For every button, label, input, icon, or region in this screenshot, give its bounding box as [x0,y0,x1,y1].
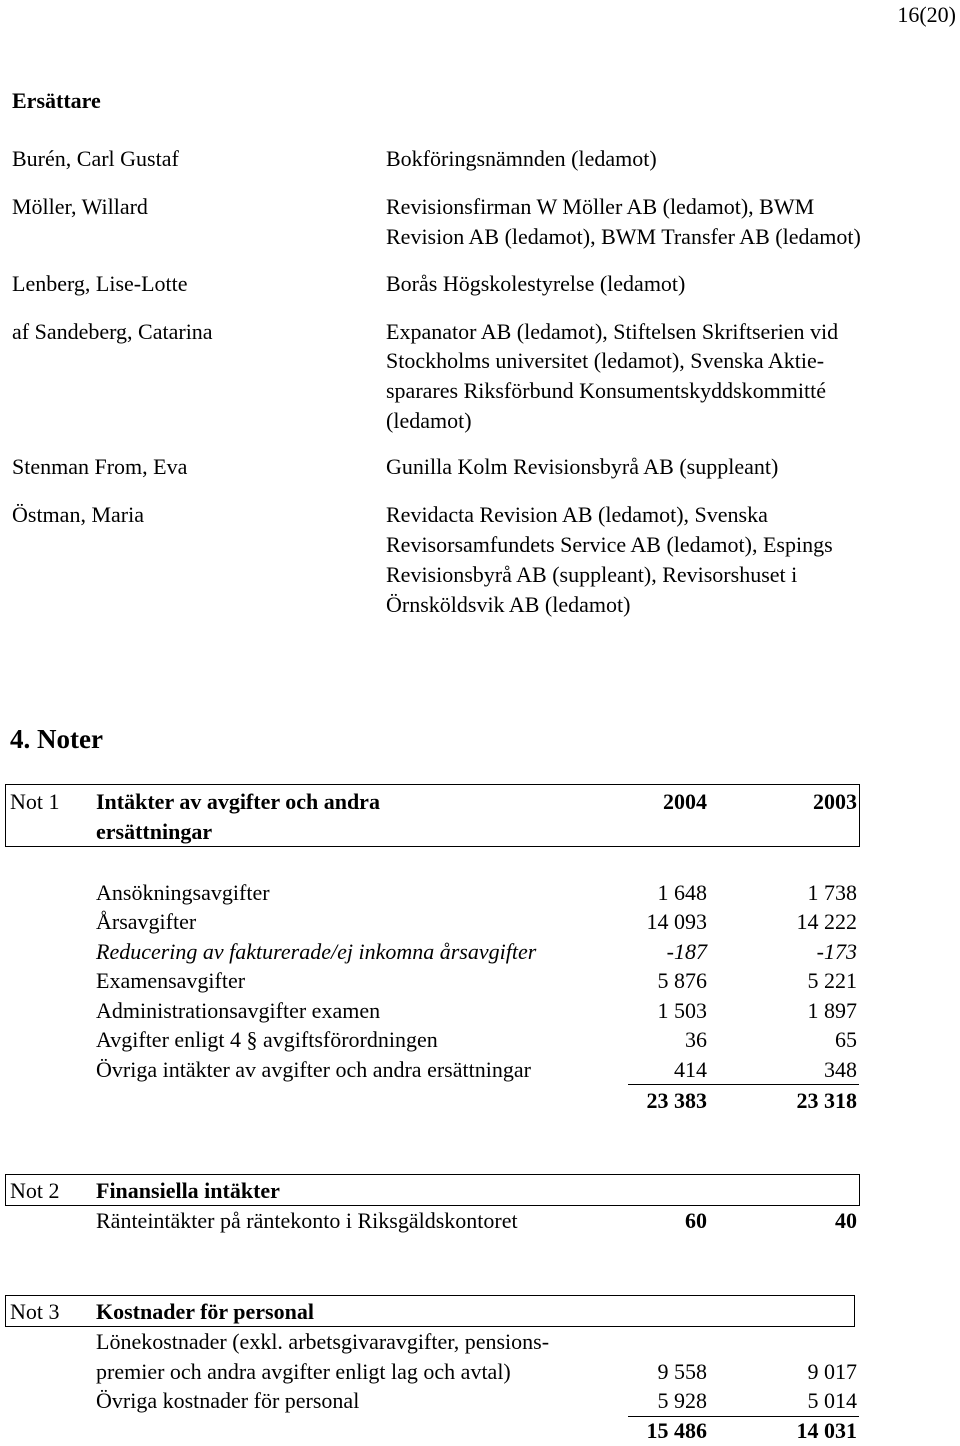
table-cell-2004: 9 558 [657,1359,707,1384]
table-cell-2003: 65 [835,1027,857,1052]
table-cell-2004: 1 503 [657,998,707,1023]
table-cell-2004: -187 [666,939,707,964]
person-name: Lenberg, Lise-Lotte [12,271,188,296]
person-role: Revisionsfirman W Möller AB (ledamot), BWM [386,194,815,219]
table-cell-2004: 60 [685,1208,707,1233]
person-role: Gunilla Kolm Revisionsbyrå AB (suppleant) [386,454,779,479]
total-2003: 14 031 [796,1418,857,1443]
not1-title-line1: Intäkter av avgifter och andra [96,789,380,814]
person-role: Revidacta Revision AB (ledamot), Svenska [386,502,768,527]
section-heading-noter: 4. Noter [10,724,103,754]
person-role: (ledamot) [386,408,472,433]
person-role: Örnsköldsvik AB (ledamot) [386,592,631,617]
person-role: Revisionsbyrå AB (suppleant), Revisorshuset i [386,562,798,587]
person-role: Borås Högskolestyrelse (ledamot) [386,271,686,296]
table-cell-2003: 40 [835,1208,857,1233]
person-name: Östman, Maria [12,502,144,527]
person-name: Stenman From, Eva [12,454,188,479]
table-row-label: premier och andra avgifter enligt lag och avtal) [96,1359,511,1384]
table-cell-2004: 14 093 [646,909,707,934]
table-row-label: Övriga intäkter av avgifter och andra ersättningar [96,1057,531,1082]
person-role: sparares Riksförbund Konsumentskyddskommitté [386,378,826,403]
not1-label: Not 1 [10,789,60,814]
total-2003: 23 318 [796,1088,857,1113]
table-cell-2003: -173 [816,939,857,964]
section-heading-ersattare: Ersättare [12,88,101,113]
table-row-label: Ansökningsavgifter [96,880,270,905]
not2-label: Not 2 [10,1178,60,1203]
table-cell-2003: 14 222 [796,909,857,934]
page-number: 16(20) [897,2,956,27]
table-cell-2003: 1 738 [807,880,857,905]
total-2004: 15 486 [646,1418,707,1443]
person-name: Möller, Willard [12,194,148,219]
person-role: Stockholms universitet (ledamot), Svenska Aktie- [386,348,825,373]
table-row-label: Lönekostnader (exkl. arbetsgivaravgifter, pensions- [96,1329,550,1354]
table-row-label: Avgifter enligt 4 § avgiftsförordningen [96,1027,438,1052]
not3-title: Kostnader för personal [96,1299,314,1324]
year-2003-header: 2003 [813,789,857,814]
table-cell-2003: 1 897 [807,998,857,1023]
year-2004-header: 2004 [663,789,707,814]
person-role: Revision AB (ledamot), BWM Transfer AB (ledamot) [386,224,861,249]
table-cell-2004: 414 [674,1057,707,1082]
person-name: af Sandeberg, Catarina [12,319,213,344]
person-role: Expanator AB (ledamot), Stiftelsen Skriftserien vid [386,319,839,344]
not1-title-line2: ersättningar [96,819,213,844]
table-row-label: Reducering av fakturerade/ej inkomna årsavgifter [96,939,537,964]
person-role: Revisorsamfundets Service AB (ledamot), Espings [386,532,833,557]
table-cell-2003: 348 [824,1057,857,1082]
not2-title: Finansiella intäkter [96,1178,280,1203]
person-role: Bokföringsnämnden (ledamot) [386,146,657,171]
table-row-label: Examensavgifter [96,968,246,993]
table-cell-2004: 36 [685,1027,707,1052]
table-cell-2003: 5 221 [807,968,857,993]
table-row-label: Övriga kostnader för personal [96,1388,360,1413]
sum-rule [628,1084,859,1085]
not3-label: Not 3 [10,1299,60,1324]
table-cell-2003: 9 017 [807,1359,857,1384]
table-cell-2004: 5 876 [657,968,707,993]
table-cell-2004: 5 928 [657,1388,707,1413]
person-name: Burén, Carl Gustaf [12,146,179,171]
table-row-label: Ränteintäkter på räntekonto i Riksgäldskontoret [96,1208,518,1233]
table-row-label: Årsavgifter [96,909,197,934]
table-row-label: Administrationsavgifter examen [96,998,381,1023]
table-cell-2004: 1 648 [657,880,707,905]
table-cell-2003: 5 014 [807,1388,857,1413]
total-2004: 23 383 [646,1088,707,1113]
